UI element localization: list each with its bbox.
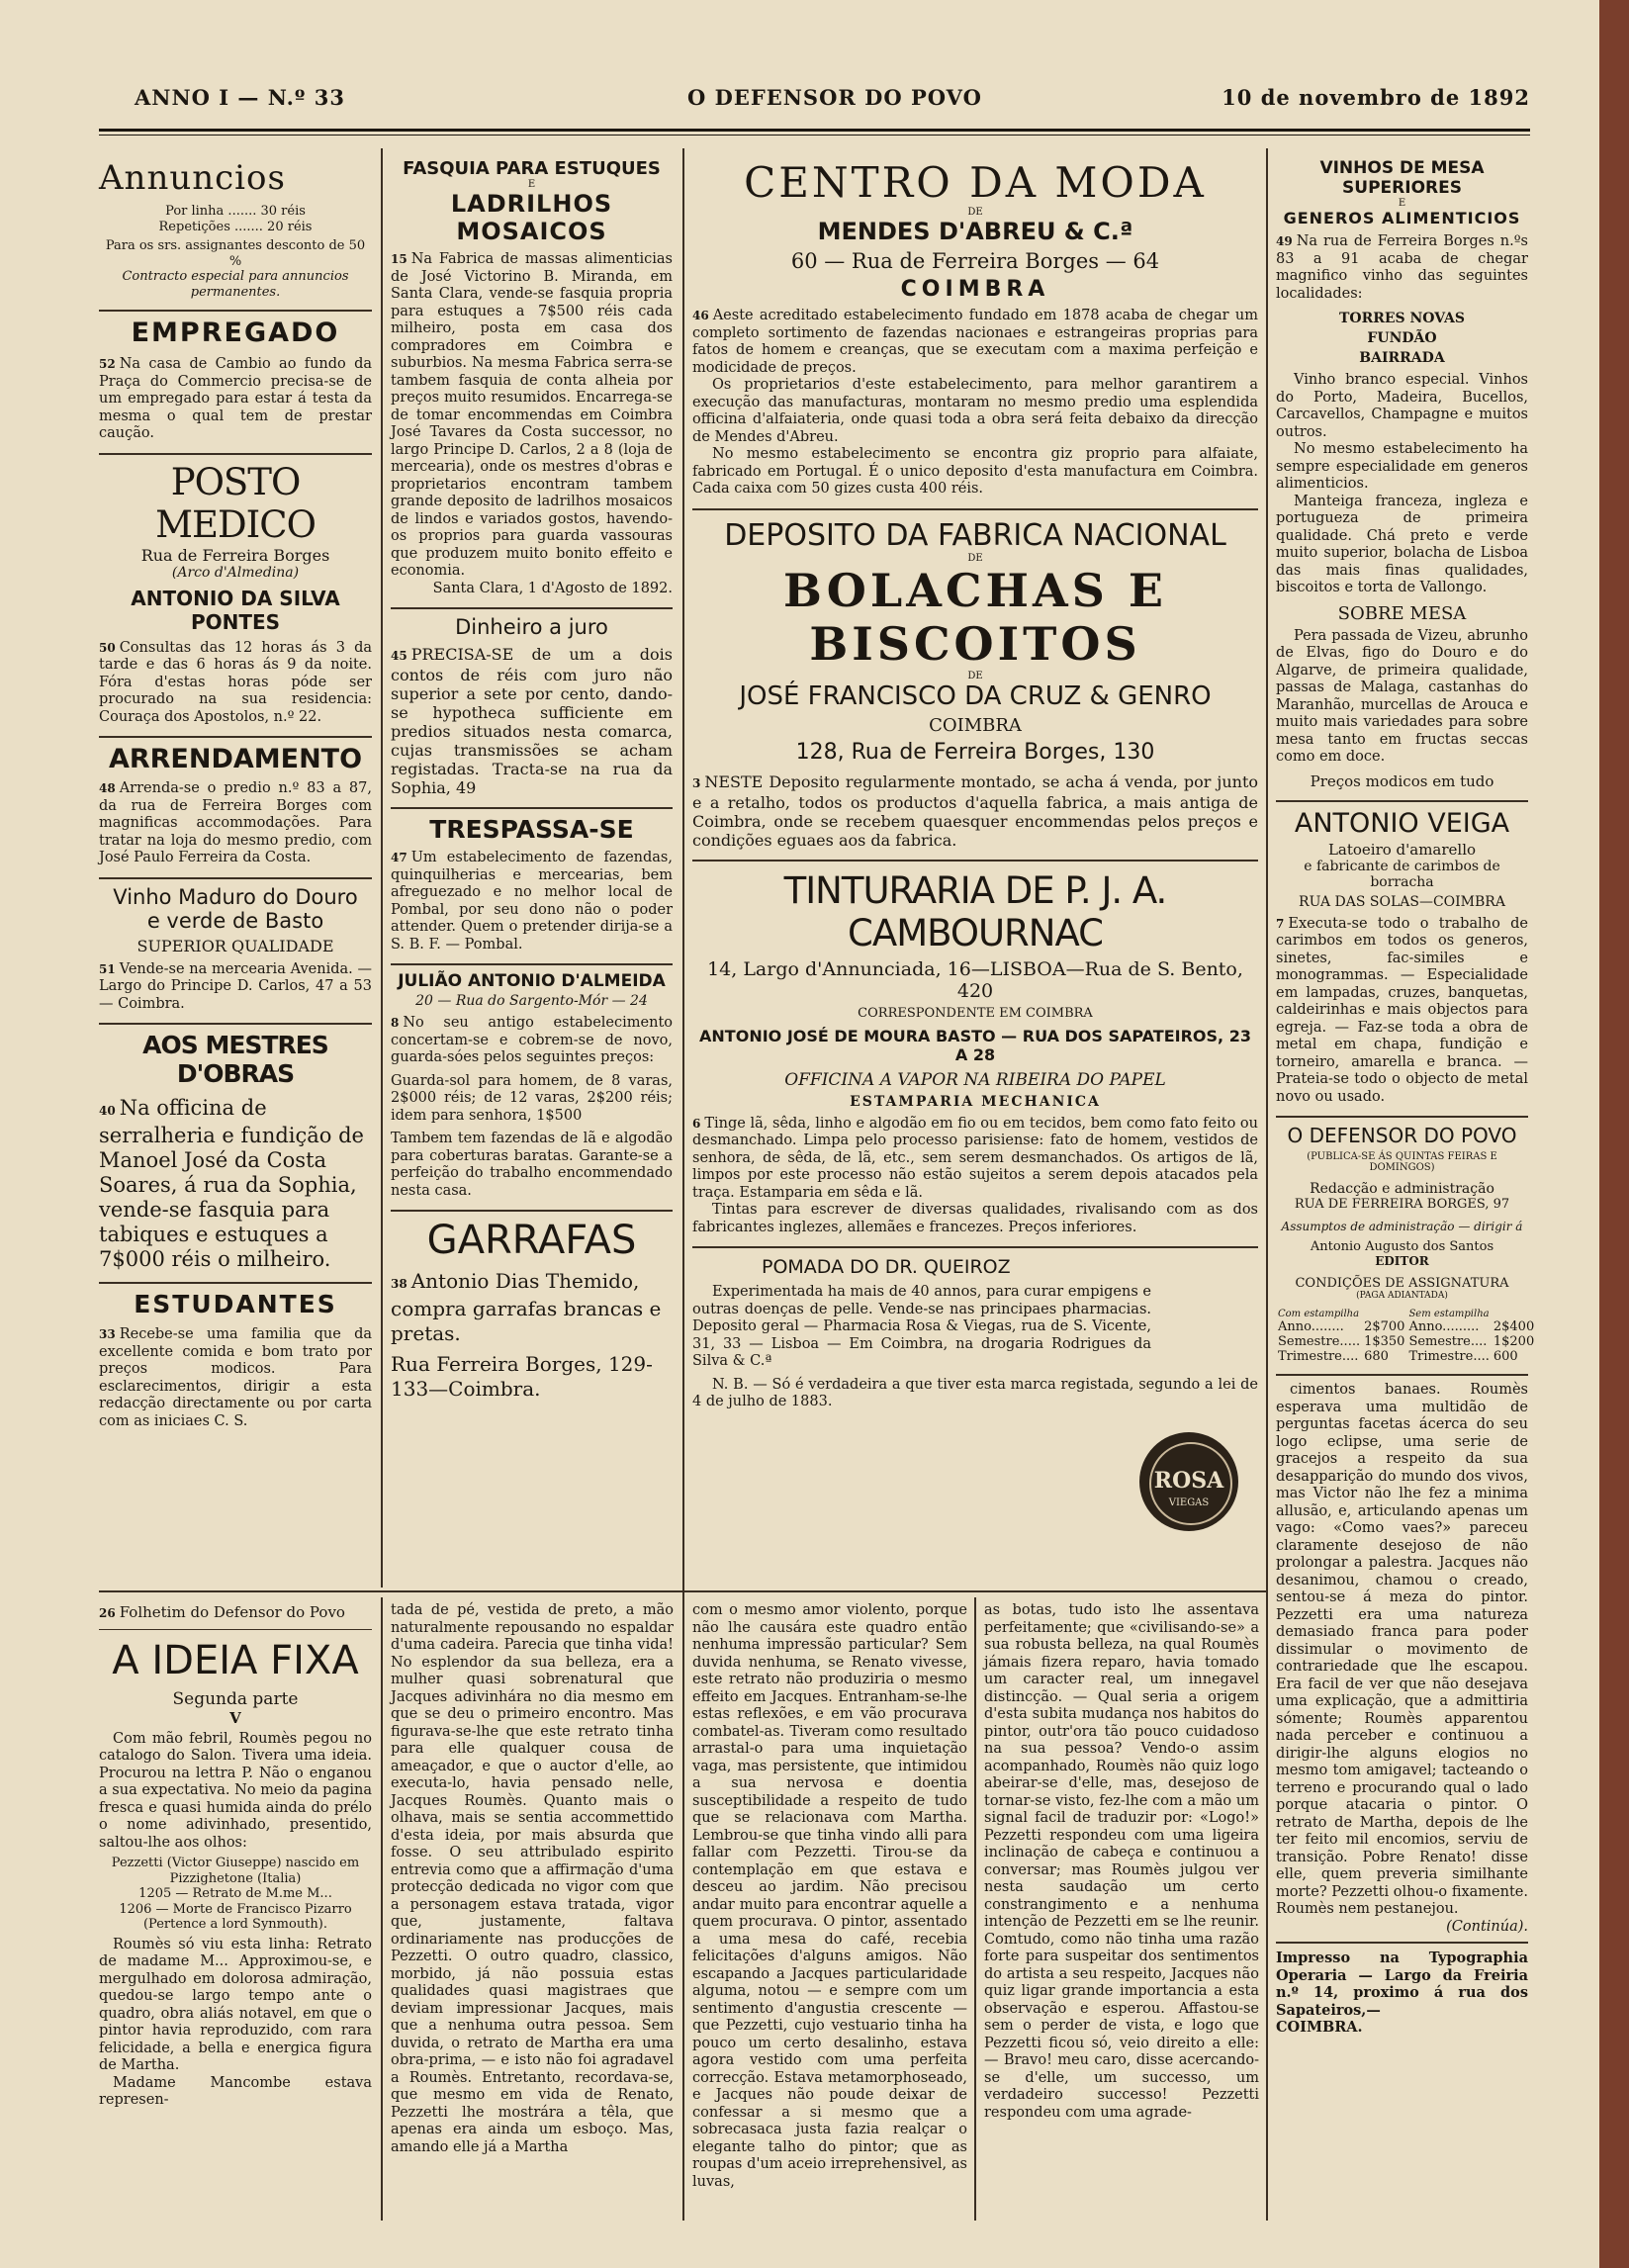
ad-empregado bbox=[99, 318, 372, 443]
ad-number: 40 bbox=[99, 1104, 116, 1118]
veiga-text: Executa-se todo o trabalho de carimbos em todos os generos, sinetes, fac-similes e monogrammas. — Especialidade em lampadas, cruzes, banquetas, caldeirinhas e mais objectos para egreja. — Faz-se toda a obra de metal em chapa, fundição e torneiro, amarella e branca. — Prateia-se todo o objecto de metal novo ou usado. bbox=[1276, 915, 1528, 1105]
rosa-viegas-seal bbox=[1139, 1432, 1238, 1531]
tinturaria-correspondent: CORRESPONDENTE EM COIMBRA bbox=[858, 1005, 1093, 1021]
imprint: Impresso na Typographia Operaria — Largo da Freiria n.º 14, proximo á rua dos Sapateiros,— bbox=[1276, 1950, 1528, 2019]
divider bbox=[1276, 800, 1528, 802]
column-rule bbox=[1266, 148, 1268, 2221]
masthead bbox=[99, 77, 1530, 117]
divider bbox=[692, 508, 1258, 510]
estudantes-text: Recebe-se uma familia que da excellente comida e bom trato por preços modicos. Para esclarecimentos, dirigir a esta redacção directamente ou por carta com as iniciaes C. S. bbox=[99, 1326, 372, 1429]
ad-number: 38 bbox=[391, 1277, 407, 1291]
ad-dinheiro bbox=[391, 615, 673, 797]
folhetim-para-1: Com mão febril, Roumès pegou no catalogo do Salon. Tivera uma ideia. Procurou na lettra P. Não o enganou a sua expectativa. No meio da pagina fresca e quasi humida ainda do prélo o nome adivinhado, presentido, saltou-lhe aos olhos: bbox=[99, 1730, 372, 1851]
divider bbox=[692, 860, 1258, 862]
bolachas-biscoitos-title: BOLACHAS E BISCOITOS bbox=[783, 563, 1167, 671]
folhetim-title: A IDEIA FIXA bbox=[112, 1637, 359, 1683]
tinturaria-estamparia: ESTAMPARIA MECHANICA bbox=[850, 1093, 1101, 1110]
vinhos-text-2: Vinho branco especial. Vinhos do Porto, Madeira, Bucellos, Carcavellos, Champagne e muitos outros. bbox=[1276, 372, 1528, 440]
divider bbox=[1276, 1374, 1528, 1376]
centro-moda-text-3: No mesmo estabelecimento se encontra giz proprio para alfaiate, fabricado em Portugal. É o unico deposito d'esta manufactura em Coimbra. Cada caixa com 50 gizes custa 400 réis. bbox=[692, 446, 1258, 497]
without-stamp-header: Sem estampilha bbox=[1408, 1309, 1490, 1319]
ad-number: 47 bbox=[391, 851, 407, 864]
defensor-conditions: CONDIÇÕES DE ASSIGNATURA bbox=[1295, 1276, 1509, 1291]
vinho-title-1: Vinho Maduro do Douro bbox=[113, 884, 358, 909]
column-rule bbox=[974, 1597, 976, 2221]
pomada-text: Experimentada ha mais de 40 annos, para curar empigens e outras doenças de pelle. Vende-se nas principaes pharmacias. Deposito geral — Pharmacia Rosa & Viegas, rua de S. Vicente, 31, 33 — Lisboa — Em Coimbra, na drogaria Rodrigues da Silva & C.ª bbox=[692, 1284, 1151, 1369]
ad-number: 49 bbox=[1276, 234, 1293, 248]
column-rule bbox=[381, 148, 383, 1588]
sobre-mesa-text: Pera passada de Vizeu, abrunho de Elvas, figo do Douro e do Algarve, de primeira qualidade, passas de Malaga, castanhas do Maranhão, murcellas de Arouca e muito mais variedades para sobre mesa tanto em fructas seccas como em doce. bbox=[1276, 627, 1528, 765]
folhetim-rule bbox=[684, 1590, 1266, 1592]
trespassa-text: Um estabelecimento de fazendas, quinquilherias e mercearias, bem afreguezado e no melhor local de Pombal, por seu dono não o poder attender. Quem o pretender dirija-se a S. B. F. — Pombal. bbox=[391, 850, 673, 953]
arrendamento-title: ARRENDAMENTO bbox=[108, 744, 363, 774]
divider bbox=[99, 877, 372, 879]
folhetim-text-2: tada de pé, vestida de preto, a mão naturalmente repousando no espaldar d'uma cadeira. Parecia que tinha vida! No esplendor da sua belleza, era a mulher quasi sobrenatural que Jacques adivinhára no dia mesmo em que se deu o primeiro encontro. Mas figurava-se-lhe que este retrato tinha para elle qualquer cousa de ameaçador, e que o auctor d'elle, ao executa-lo, havia pensado nelle, Jacques Roumès. Quanto mais o olhava, mais se sentia accommettido d'esta ideia, por mais absurda que fosse. O seu attribulado espirito entrevia como que a affirmação d'uma protecção dedicada no vigor com que a personagem estava tratada, vigor que, justamente, faltava ordinariamente nas producções de Pezzetti. O outro quadro, classico, morbido, já não possuia estas qualidades quasi magistraes que deviam impressionar Jacques, mais que a nenhuma outra pessoa. Sem duvida, o retrato de Martha era uma obra-prima, — e isto não foi agradavel a Roumès. Entretanto, recordava-se, que mesmo em vida de Renato, Pezzetti lhe mostrára a têla, que apenas era ainda um esboço. Mas, amando elle já a Martha bbox=[391, 1602, 674, 2155]
vinhos-title: VINHOS DE MESA SUPERIORES bbox=[1319, 158, 1485, 198]
defensor-redaccao: Redacção e administração bbox=[1310, 1181, 1494, 1197]
folhetim-head: Folhetim do Defensor do Povo bbox=[119, 1603, 345, 1621]
divider bbox=[391, 607, 673, 609]
folhetim-text-3: com o mesmo amor violento, porque não lhe causára este quadro então nenhuma impressão particular? Sem duvida nenhuma, se Renato vivesse, este retrato não produziria o mesmo effeito em Jacques. Entranham-se-lhe estas reflexões, e em vão procurava combatel-as. Tiveram como resultado arrastal-o para uma inquietação vaga, mas persistente, que intimidou a sua nervosa e doentia susceptibilidade a respeito de tudo que se relacionava com Martha. Lembrou-se que tinha vindo alli para fallar com Pezzetti. Tirou-se da contemplação em que estava e desceu ao jardim. Não precisou andar muito para encontrar aquelle a quem procurava. O pintor, assentado a uma mesa do café, recebia felicitações d'alguns amigos. Não escapando a Jacques particularidade alguma, notou — e sempre com um sentimento d'angustia crescente — que Pezzetti, cujo vestuario tinha ha pouco um certo desalinho, estava agora vestido com uma perfeita correcção. Estava metamorphoseado, e Jacques não poude deixar de confessar a si mesmo que a sobrecasaca justa fazia realçar o elegante talho do pintor; que as roupas d'um aceio irreprehensivel, as luvas, bbox=[692, 1602, 967, 2190]
divider bbox=[99, 736, 372, 738]
divider bbox=[99, 1282, 372, 1284]
divider bbox=[692, 1246, 1258, 1248]
divider bbox=[1276, 1942, 1528, 1944]
ad-number: 52 bbox=[99, 357, 116, 371]
defensor-info-box bbox=[1276, 1124, 1535, 1364]
veiga-subtitle-2: e fabricante de carimbos de borracha bbox=[1304, 858, 1500, 890]
defensor-address: RUA DE FERREIRA BORGES, 97 bbox=[1294, 1197, 1510, 1212]
defensor-paga: (PAGA ADIANTADA) bbox=[1356, 1291, 1448, 1301]
deposito-owner: JOSÉ FRANCISCO DA CRUZ & GENRO bbox=[739, 680, 1212, 711]
arrendamento-text: Arrenda-se o predio n.º 83 a 87, da rua de Ferreira Borges com magnificas accommodações. Para tratar na loja do mesmo predio, com José Paulo Ferreira da Costa. bbox=[99, 780, 372, 865]
deposito-city: COIMBRA bbox=[929, 714, 1022, 736]
folhetim-rule bbox=[99, 1590, 682, 1592]
row-value: 2$700 bbox=[1364, 1319, 1405, 1334]
deposito-title: DEPOSITO DA FABRICA NACIONAL bbox=[724, 517, 1226, 553]
row-label: Trimestre.... bbox=[1278, 1349, 1359, 1364]
seal-text: ROSA bbox=[1153, 1468, 1224, 1494]
price-repetition: Repetições ....... 20 réis bbox=[158, 219, 313, 234]
ad-fasquia bbox=[391, 158, 673, 597]
tinturaria-text-1: Tinge lã, sêda, linho e algodão em fio ou em tecidos, bem como fato feito ou desmanchado. Limpa pelo processo parisiense: fato de homem, vestidos de senhora, de sêda, de lã, etc., sem serem desmanchados. Os artigos de lã, limpos por este processo não estão sujeitos a serem depois atacados pela traça. Estamparia em sêda e lã. bbox=[692, 1115, 1258, 1201]
tinturaria-address: 14, Largo d'Annunciada, 16—LISBOA—Rua de S. Bento, 420 bbox=[707, 957, 1243, 1002]
juliao-address: 20 — Rua do Sargento-Mór — 24 bbox=[415, 993, 648, 1009]
table-row bbox=[1276, 1319, 1536, 1334]
deposito-de-2: DE bbox=[967, 670, 983, 681]
tinturaria-title: TINTURARIA DE P. J. A. CAMBOURNAC bbox=[783, 868, 1167, 954]
column-rule bbox=[381, 1597, 383, 2221]
divider bbox=[1276, 1116, 1528, 1118]
empregado-title: EMPREGADO bbox=[131, 318, 340, 348]
pomada-title: POMADA DO DR. QUEIROZ bbox=[762, 1256, 1011, 1278]
vinhos-text: Na rua de Ferreira Borges n.ºs 83 a 91 acaba de chegar magnifico vinho das seguintes localidades: bbox=[1276, 233, 1528, 302]
ad-number: 6 bbox=[692, 1116, 701, 1131]
garrafas-text: Antonio Dias Themido, compra garrafas brancas e pretas. bbox=[391, 1269, 662, 1345]
column-4 bbox=[1276, 158, 1535, 2216]
ad-number: 45 bbox=[391, 649, 407, 663]
ad-centro-moda bbox=[692, 158, 1258, 499]
ad-deposito-fabrica bbox=[692, 518, 1258, 850]
folhetim-column-3 bbox=[692, 1602, 967, 2216]
row-label: Anno........ bbox=[1278, 1319, 1344, 1334]
ad-number: 3 bbox=[692, 775, 701, 790]
tinturaria-agent: ANTONIO JOSÉ DE MOURA BASTO — RUA DOS SAPATEIROS, 23 A 28 bbox=[699, 1026, 1251, 1064]
veiga-title: ANTONIO VEIGA bbox=[1294, 807, 1510, 839]
folhetim-column-1 bbox=[99, 1602, 372, 2216]
column-rule bbox=[682, 148, 684, 2221]
vinhos-text-3: No mesmo estabelecimento ha sempre especialidade em generos alimenticios. bbox=[1276, 441, 1528, 492]
imprint-city: COIMBRA. bbox=[1276, 2019, 1363, 2036]
defensor-publication: (PUBLICA-SE ÁS QUINTAS FEIRAS E DOMINGOS) bbox=[1307, 1151, 1497, 1173]
divider bbox=[99, 1629, 372, 1630]
empregado-text: Na casa de Cambio ao fundo da Praça do Commercio precisa-se de um empregado para estar á testa da mesma o qual tem de prestar caução. bbox=[99, 356, 372, 441]
ladrilhos-title: LADRILHOS MOSAICOS bbox=[450, 190, 613, 245]
folhetim-para-2: Roumès só viu esta linha: Retrato de madame M... Approximou-se, e mergulhado em dolorosa admiração, quedou-se largo tempo ante o quadro, obra aliás notavel, em que o pintor havia reproduzido, com rara felicidade, a bella e energica figura de Martha. bbox=[99, 1936, 372, 2073]
column-1 bbox=[99, 158, 372, 1583]
ad-annuncios bbox=[99, 158, 372, 300]
fasquia-e: E bbox=[527, 179, 536, 190]
tinturaria-officina: OFFICINA A VAPOR NA RIBEIRA DO PAPEL bbox=[784, 1069, 1166, 1090]
centro-moda-text-1: Aeste acreditado estabelecimento fundado em 1878 acaba de chegar um completo sortimento de fazendas nacionaes e estrangeiras proprias para fatos de homem e creanças, que se executam com a maxima perfeição e modicidade de preços. bbox=[692, 308, 1258, 376]
row-label: Semestre.... bbox=[1408, 1334, 1488, 1349]
catalog-entry-1: Pezzetti (Victor Giuseppe) nascido em Pizzighetone (Italia) bbox=[111, 1856, 360, 1886]
estudantes-title: ESTUDANTES bbox=[134, 1290, 337, 1318]
dinheiro-text: PRECISA-SE de um a dois contos de réis com juro não superior a sete por cento, dando-se hypotheca sufficiente em predios situados nesta comarca, cujas transmissões se acham registadas. Tracta-se na rua da Sophia, 49 bbox=[391, 645, 673, 797]
ad-trespassa bbox=[391, 815, 673, 953]
vinho-text: Vende-se na mercearia Avenida. — Largo do Principe D. Carlos, 47 a 53 — Coimbra. bbox=[99, 960, 372, 1012]
divider bbox=[99, 310, 372, 312]
defensor-editor: EDITOR bbox=[1375, 1254, 1429, 1268]
folhetim-column-5: cimentos banaes. Roumès esperava uma multidão de perguntas facetas ácerca do seu logo eclipse, uma serie de gracejos a respeito da sua desapparição do mundo dos vivos, mas Victor não lhe fez a minima allusão, e, articulando apenas um vago: «Como vaes?» pareceu claramente desejoso de não prolongar a palestra. Jacques não desanimou, chamou o creado, sentou-se á meza do pintor. Pezzetti era uma natureza demasiado franca para poder dissimular o movimento de contrariedade que lhe escapou. Era facil de ver que não desejava uma explicação, que a admittiria sómente; Roumès apparentou nada perceber e continuou a dirigir-lhe alguns elogios no mesmo tom amigavel; tacteando o terreno e procurando qual o lado porque atacaria o pintor. O retrato de Martha, depois de lhe ter feito mil encomios, serviu de transição. Pobre Renato! disse elle, quem preveria similhante morte? Pezzetti olhou-o fixamente. Roumès nem pestanejou. bbox=[1276, 1382, 1528, 1917]
ad-number: 15 bbox=[391, 252, 407, 266]
deposito-de: DE bbox=[967, 552, 983, 564]
header-rule bbox=[99, 129, 1530, 132]
centro-moda-address: 60 — Rua de Ferreira Borges — 64 bbox=[790, 249, 1160, 273]
seal-subtext: VIEGAS bbox=[1168, 1497, 1210, 1508]
row-value: 1$350 bbox=[1364, 1334, 1405, 1349]
subscription-table bbox=[1276, 1309, 1536, 1364]
locality-torres-novas: TORRES NOVAS bbox=[1338, 311, 1466, 326]
table-row bbox=[1276, 1349, 1536, 1364]
row-value: 680 bbox=[1364, 1349, 1389, 1364]
deposito-text: NESTE Deposito regularmente montado, se acha á venda, por junto e a retalho, todos os productos d'aquella fabrica, a mais antiga de Coimbra, onde se recebem quaesquer encommendas pelos preços e condições eguaes aos da fabrica. bbox=[692, 771, 1258, 850]
ad-number: 7 bbox=[1276, 916, 1285, 931]
ad-number: 50 bbox=[99, 640, 116, 655]
issue-number: ANNO I — N.º 33 bbox=[135, 85, 345, 110]
garrafas-title: GARRAFAS bbox=[426, 1218, 637, 1263]
posto-medico-title: POSTO MEDICO bbox=[155, 460, 316, 546]
mestres-text: Na officina de serralheria e fundição de Manoel José da Costa Soares, á rua da Sophia, vende-se fasquia para tabiques e estuques a 7$000 réis o milheiro. bbox=[99, 1096, 364, 1271]
centro-moda-text-2: Os proprietarios d'este estabelecimento, para melhor garantirem a execução das manufacturas, montaram no mesmo predio uma esplendida officina d'alfaiateria, onde quasi toda a obra será feita debaixo da direcção de Mendes d'Abreu. bbox=[692, 377, 1258, 445]
ad-tinturaria bbox=[692, 869, 1258, 1237]
ad-vinho-maduro bbox=[99, 885, 372, 1014]
with-stamp-header: Com estampilha bbox=[1278, 1309, 1360, 1319]
posto-text: Consultas das 12 horas ás 3 da tarde e das 6 horas ás 9 da noite. Fóra d'estas horas póde ser procurado na sua residencia: Couraça dos Apostolos, n.º 22. bbox=[99, 639, 372, 725]
ad-pomada bbox=[692, 1256, 1258, 1371]
sobre-mesa-prices: Preços modicos em tudo bbox=[1310, 771, 1494, 790]
row-value: 2$400 bbox=[1493, 1319, 1535, 1334]
vinhos-text-4: Manteiga franceza, ingleza e portugueza de primeira qualidade. Chá preto e verde muito superior, bolacha de Lisboa das mais finas qualidades, biscoitos e torta de Vallongo. bbox=[1276, 493, 1528, 595]
header-rule-thin bbox=[99, 135, 1530, 136]
defensor-title: O DEFENSOR DO POVO bbox=[1287, 1124, 1517, 1147]
divider bbox=[99, 1023, 372, 1025]
ad-juliao bbox=[391, 971, 673, 1200]
divider bbox=[391, 1210, 673, 1212]
juliao-text-3: Tambem tem fazendas de lã e algodão para coberturas baratas. Garante-se a perfeição do trabalho encommendado nesta casa. bbox=[391, 1131, 673, 1199]
divider bbox=[99, 453, 372, 455]
column-3 bbox=[692, 158, 1258, 1583]
sobre-mesa-title: SOBRE MESA bbox=[1337, 602, 1467, 624]
folhetim-column-2 bbox=[391, 1602, 674, 2216]
dinheiro-title: Dinheiro a juro bbox=[455, 615, 608, 639]
fasquia-title: FASQUIA PARA ESTUQUES bbox=[403, 158, 661, 179]
row-label: Semestre..... bbox=[1278, 1334, 1361, 1349]
ad-number: 48 bbox=[99, 781, 116, 795]
pomada-nb: N. B. — Só é verdadeira a que tiver esta marca registada, segundo a lei de 4 de julho de 1883. bbox=[692, 1376, 1258, 1409]
posto-arco: (Arco d'Almedina) bbox=[171, 564, 300, 581]
defensor-admin: Assumptos de administração — dirigir á bbox=[1281, 1220, 1523, 1233]
posto-doctor-name: ANTONIO DA SILVA PONTES bbox=[131, 586, 340, 634]
ad-number: 33 bbox=[99, 1327, 116, 1341]
locality-bairrada: BAIRRADA bbox=[1359, 350, 1445, 366]
ad-number: 46 bbox=[692, 309, 709, 322]
row-value: 600 bbox=[1493, 1349, 1518, 1364]
juliao-text-2: Guarda-sol para homem, de 8 varas, 2$000 réis; de 12 varas, 2$200 réis; idem para senhora, 1$500 bbox=[391, 1072, 673, 1124]
paper-name: O DEFENSOR DO POVO bbox=[687, 85, 982, 110]
divider bbox=[391, 807, 673, 809]
ad-number: 51 bbox=[99, 961, 116, 976]
vinho-title-3: SUPERIOR QUALIDADE bbox=[136, 936, 334, 955]
vinhos-e: E bbox=[1398, 198, 1406, 209]
column-2 bbox=[391, 158, 673, 1583]
catalog-entry-2: 1205 — Retrato de M.me M... bbox=[138, 1886, 332, 1901]
fasquia-text: Na Fabrica de massas alimenticias de José Victorino B. Miranda, em Santa Clara, vende-se fasquia propria para estuques a 7$500 réis cada milheiro, posta em casa dos compradores em Coimbra e suburbios. Na mesma Fabrica serra-se tambem fasquia de conta alheia por preços muito resumidos. Encarrega-se de tomar encommendas em Coimbra José Tavares da Costa successor, no largo Principe D. Carlos, 2 a 8 (loja de mercearia), onde os mestres d'obras e proprietarios encontram tambem grande deposito de ladrilhos mosaicos de lindos e variados gostos, havendo-os proprios para guarda vassouras que produzem muito bonito effeito e economia. bbox=[391, 251, 673, 579]
special-contract: Contracto especial para annuncios permanentes. bbox=[122, 269, 349, 300]
garrafas-address: Rua Ferreira Borges, 129-133—Coimbra. bbox=[391, 1352, 653, 1401]
continua: (Continúa). bbox=[1446, 1918, 1528, 1935]
row-label: Anno......... bbox=[1408, 1319, 1480, 1334]
folhetim-text-4: as botas, tudo isto lhe assentava perfeitamente; que «civilisando-se» a sua robusta belleza, na qual Roumès jámais fizera reparo, havia tomado um caracter real, um innegavel distincção. — Qual seria a origem d'esta subita mudança nos habitos do pintor, outr'ora tão pouco cuidadoso na sua pessoa? Vendo-o assim acompanhado, Roumès não quiz logo abeirar-se d'elle, mas, desejoso de tornar-se visto, fez-lhe com a mão um signal facil de traduzir por: «Logo!» Pezzetti respondeu com uma ligeira inclinação de cabeça e continuou a conversar; mas Roumès julgou ver nesta saudação um certo constrangimento e a nenhuma intenção de Pezzetti em se lhe reunir. Comtudo, como não tinha uma razão forte para suspeitar dos sentimentos do artista a seu respeito, Jacques não quiz ligar grande importancia a esta observação e esperou. Affastou-se sem o perder de vista, e logo que Pezzetti ficou só, veio direito a elle: — Bravo! meu caro, disse acercando-se d'elle, um successo, um verdadeiro successo! Pezzetti respondeu com uma agrade- bbox=[984, 1602, 1259, 2121]
folhetim-para-3: Madame Mancombe estava represen- bbox=[99, 2074, 372, 2108]
centro-moda-city: COIMBRA bbox=[900, 277, 1050, 302]
folhetim-chapter: V bbox=[229, 1708, 241, 1727]
row-value: 1$200 bbox=[1493, 1334, 1535, 1349]
locality-fundao: FUNDÃO bbox=[1367, 330, 1437, 346]
price-per-line: Por linha ....... 30 réis bbox=[165, 204, 306, 219]
annuncios-title: Annuncios bbox=[99, 158, 286, 198]
juliao-text-1: No seu antigo estabelecimento concertam-se e cobrem-se de novo, guarda-sóes pelos seguintes preços: bbox=[391, 1015, 673, 1065]
ad-arrendamento bbox=[99, 744, 372, 867]
ad-garrafas bbox=[391, 1218, 673, 1402]
deposito-address: 128, Rua de Ferreira Borges, 130 bbox=[795, 739, 1155, 765]
ad-vinhos-mesa bbox=[1276, 158, 1528, 790]
folhetim-part: Segunda parte bbox=[172, 1688, 299, 1709]
issue-date: 10 de novembro de 1892 bbox=[1222, 85, 1530, 110]
juliao-title: JULIÃO ANTONIO D'ALMEIDA bbox=[398, 971, 666, 991]
ad-number: 8 bbox=[391, 1016, 400, 1030]
defensor-administrator: Antonio Augusto dos Santos bbox=[1310, 1239, 1494, 1254]
centro-moda-title: CENTRO DA MODA bbox=[744, 158, 1207, 207]
divider bbox=[391, 963, 673, 965]
ad-mestres-obras bbox=[99, 1031, 372, 1272]
centro-moda-name: MENDES D'ABREU & C.ª bbox=[817, 218, 1133, 245]
generos-title: GENEROS ALIMENTICIOS bbox=[1283, 209, 1521, 227]
ad-posto-medico bbox=[99, 461, 372, 727]
mestres-title: AOS MESTRES D'OBRAS bbox=[142, 1031, 328, 1088]
veiga-subtitle-1: Latoeiro d'amarello bbox=[1327, 840, 1477, 859]
posto-address: Rua de Ferreira Borges bbox=[140, 545, 330, 565]
fasquia-date: Santa Clara, 1 d'Agosto de 1892. bbox=[432, 580, 673, 596]
centro-moda-de: DE bbox=[967, 207, 983, 218]
folhetim-column-4 bbox=[984, 1602, 1259, 2216]
tinturaria-text-2: Tintas para escrever de diversas qualidades, rivalisando com as dos fabricantes inglezes, allemães e francezes. Preços inferiores. bbox=[692, 1202, 1258, 1235]
ad-estudantes bbox=[99, 1290, 372, 1430]
veiga-address: RUA DAS SOLAS—COIMBRA bbox=[1299, 893, 1505, 910]
folhetim-number: 26 bbox=[99, 1606, 116, 1620]
table-row bbox=[1276, 1334, 1536, 1349]
trespassa-title: TRESPASSA-SE bbox=[429, 815, 634, 844]
vinho-title-2: e verde de Basto bbox=[146, 908, 324, 933]
ad-antonio-veiga bbox=[1276, 808, 1528, 1107]
subscriber-discount: Para os srs. assignantes desconto de 50 % bbox=[105, 238, 366, 269]
catalog-entry-3: 1206 — Morte de Francisco Pizarro (Pertence a lord Synmouth). bbox=[119, 1901, 352, 1932]
row-label: Trimestre.... bbox=[1408, 1349, 1490, 1364]
